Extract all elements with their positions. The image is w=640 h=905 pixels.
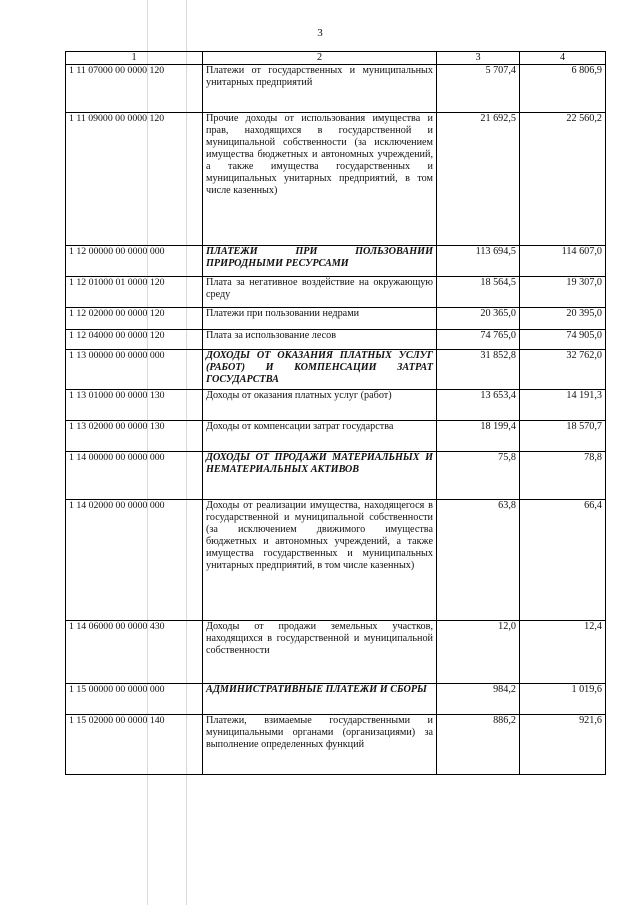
- value-col4-cell: 19 307,0: [520, 277, 606, 308]
- table-row: [66, 277, 606, 308]
- table-row: [66, 421, 606, 452]
- table-row: [66, 390, 606, 421]
- table-row: [66, 684, 606, 715]
- revenue-name-cell: Прочие доходы от использования имущества и прав, находящихся в государственной и муниципальной собственности (за исключением имущества бюджетных и автономных учреждений, а также имущества государственных и муниципальных унитарных предприятий, в том числе казенных): [203, 113, 437, 246]
- value-col4-cell: 22 560,2: [520, 113, 606, 246]
- budget-code-cell: 1 12 01000 01 0000 120: [66, 277, 203, 308]
- value-col3-cell: 18 199,4: [437, 421, 520, 452]
- value-col3-cell: 31 852,8: [437, 350, 520, 390]
- budget-code-cell: 1 12 00000 00 0000 000: [66, 246, 203, 277]
- budget-code-cell: 1 13 01000 00 0000 130: [66, 390, 203, 421]
- revenue-name-cell: Доходы от продажи земельных участков, находящихся в государственной и муниципальной собственности: [203, 621, 437, 684]
- value-col4-cell: 1 019,6: [520, 684, 606, 715]
- value-col3-cell: 984,2: [437, 684, 520, 715]
- value-col4-cell: 74 905,0: [520, 330, 606, 350]
- value-col4-cell: 14 191,3: [520, 390, 606, 421]
- value-col4-cell: 66,4: [520, 500, 606, 621]
- revenue-name-cell: ДОХОДЫ ОТ ОКАЗАНИЯ ПЛАТНЫХ УСЛУГ (РАБОТ) И КОМПЕНСАЦИИ ЗАТРАТ ГОСУДАРСТВА: [203, 350, 437, 390]
- revenue-table: [65, 51, 606, 775]
- table-row: [66, 350, 606, 390]
- budget-code-cell: 1 13 02000 00 0000 130: [66, 421, 203, 452]
- value-col3-cell: 12,0: [437, 621, 520, 684]
- value-col3-cell: 13 653,4: [437, 390, 520, 421]
- budget-code-cell: 1 14 00000 00 0000 000: [66, 452, 203, 500]
- budget-code-cell: 1 15 02000 00 0000 140: [66, 715, 203, 775]
- budget-code-cell: 1 11 07000 00 0000 120: [66, 65, 203, 113]
- table-header-row: [66, 52, 606, 65]
- budget-code-cell: 1 14 06000 00 0000 430: [66, 621, 203, 684]
- column-header: 1: [66, 52, 203, 65]
- revenue-name-cell: Доходы от оказания платных услуг (работ): [203, 390, 437, 421]
- revenue-name-cell: Платежи от государственных и муниципальных унитарных предприятий: [203, 65, 437, 113]
- budget-code-cell: 1 12 04000 00 0000 120: [66, 330, 203, 350]
- revenue-name-cell: Плата за использование лесов: [203, 330, 437, 350]
- value-col3-cell: 63,8: [437, 500, 520, 621]
- revenue-name-cell: Платежи при пользовании недрами: [203, 308, 437, 330]
- budget-code-cell: 1 12 02000 00 0000 120: [66, 308, 203, 330]
- value-col4-cell: 20 395,0: [520, 308, 606, 330]
- column-header: 2: [203, 52, 437, 65]
- value-col3-cell: 113 694,5: [437, 246, 520, 277]
- table-row: [66, 113, 606, 246]
- revenue-name-cell: ДОХОДЫ ОТ ПРОДАЖИ МАТЕРИАЛЬНЫХ И НЕМАТЕРИАЛЬНЫХ АКТИВОВ: [203, 452, 437, 500]
- value-col3-cell: 18 564,5: [437, 277, 520, 308]
- value-col4-cell: 32 762,0: [520, 350, 606, 390]
- column-header: 3: [437, 52, 520, 65]
- value-col3-cell: 74 765,0: [437, 330, 520, 350]
- revenue-name-cell: ПЛАТЕЖИ ПРИ ПОЛЬЗОВАНИИ ПРИРОДНЫМИ РЕСУРСАМИ: [203, 246, 437, 277]
- value-col4-cell: 114 607,0: [520, 246, 606, 277]
- table-row: [66, 246, 606, 277]
- budget-code-cell: 1 11 09000 00 0000 120: [66, 113, 203, 246]
- table-row: [66, 452, 606, 500]
- value-col4-cell: 921,6: [520, 715, 606, 775]
- column-header: 4: [520, 52, 606, 65]
- budget-code-cell: 1 13 00000 00 0000 000: [66, 350, 203, 390]
- value-col4-cell: 12,4: [520, 621, 606, 684]
- value-col3-cell: 20 365,0: [437, 308, 520, 330]
- value-col3-cell: 75,8: [437, 452, 520, 500]
- value-col4-cell: 78,8: [520, 452, 606, 500]
- revenue-name-cell: Плата за негативное воздействие на окружающую среду: [203, 277, 437, 308]
- value-col3-cell: 886,2: [437, 715, 520, 775]
- table-row: [66, 715, 606, 775]
- table-row: [66, 65, 606, 113]
- value-col4-cell: 18 570,7: [520, 421, 606, 452]
- revenue-name-cell: Доходы от реализации имущества, находящегося в государственной и муниципальной собственности (за исключением движимого имущества бюджетных и автономных учреждений, а также имущества государственных и муниципальных унитарных предприятий, в том числе казенных): [203, 500, 437, 621]
- budget-code-cell: 1 15 00000 00 0000 000: [66, 684, 203, 715]
- table-row: [66, 330, 606, 350]
- table-row: [66, 500, 606, 621]
- page-number: 3: [317, 27, 323, 39]
- revenue-name-cell: Платежи, взимаемые государственными и муниципальными органами (организациями) за выполнение определенных функций: [203, 715, 437, 775]
- value-col3-cell: 5 707,4: [437, 65, 520, 113]
- table-row: [66, 308, 606, 330]
- revenue-name-cell: АДМИНИСТРАТИВНЫЕ ПЛАТЕЖИ И СБОРЫ: [203, 684, 437, 715]
- budget-code-cell: 1 14 02000 00 0000 000: [66, 500, 203, 621]
- table-row: [66, 621, 606, 684]
- value-col3-cell: 21 692,5: [437, 113, 520, 246]
- revenue-name-cell: Доходы от компенсации затрат государства: [203, 421, 437, 452]
- value-col4-cell: 6 806,9: [520, 65, 606, 113]
